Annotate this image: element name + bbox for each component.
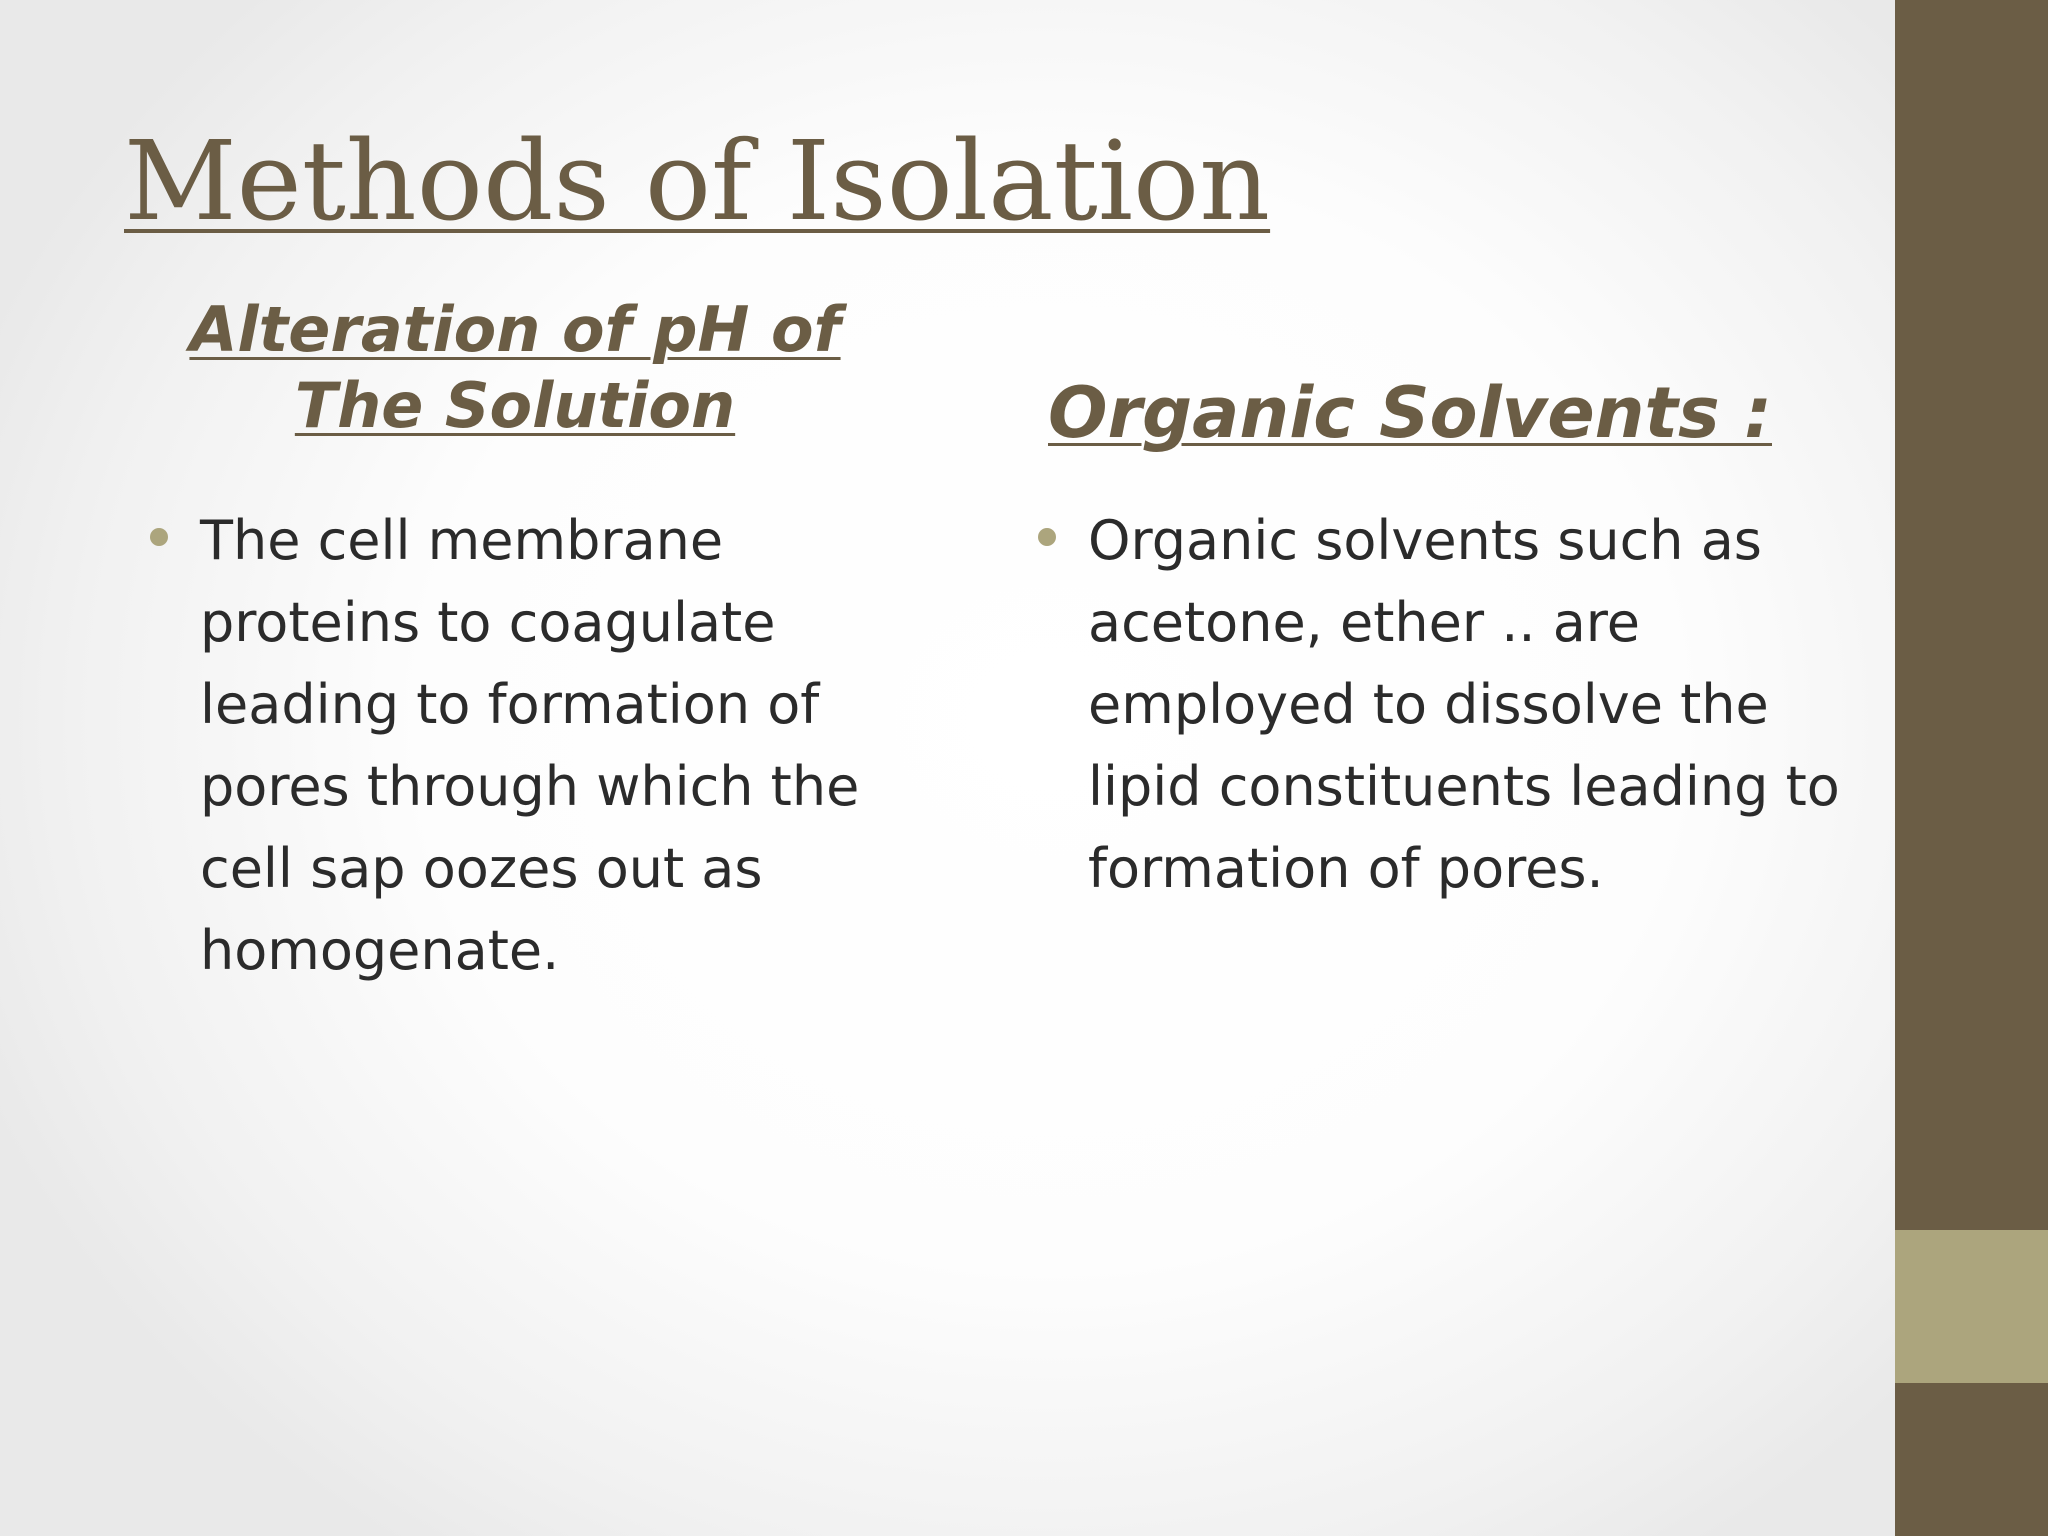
slide-title: Methods of Isolation — [124, 117, 1271, 245]
bullet-icon — [150, 528, 168, 546]
side-decoration-accent — [1895, 1230, 2048, 1383]
bullet-text: Organic solvents such as acetone, ether .. are employed to dissolve the lipid constituents leading to formation of pores. — [1088, 509, 1840, 900]
right-column-heading: Organic Solvents : — [1048, 372, 1772, 454]
left-bullet-list — [146, 500, 906, 992]
list-item — [146, 500, 906, 992]
bullet-icon — [1038, 528, 1056, 546]
list-item — [1034, 500, 1874, 910]
left-column-heading: Alteration of pH of The Solution — [189, 293, 841, 442]
bullet-text: The cell membrane proteins to coagulate leading to formation of pores through which the cell sap oozes out as homogenate. — [200, 509, 860, 982]
right-bullet-list — [1034, 500, 1874, 910]
